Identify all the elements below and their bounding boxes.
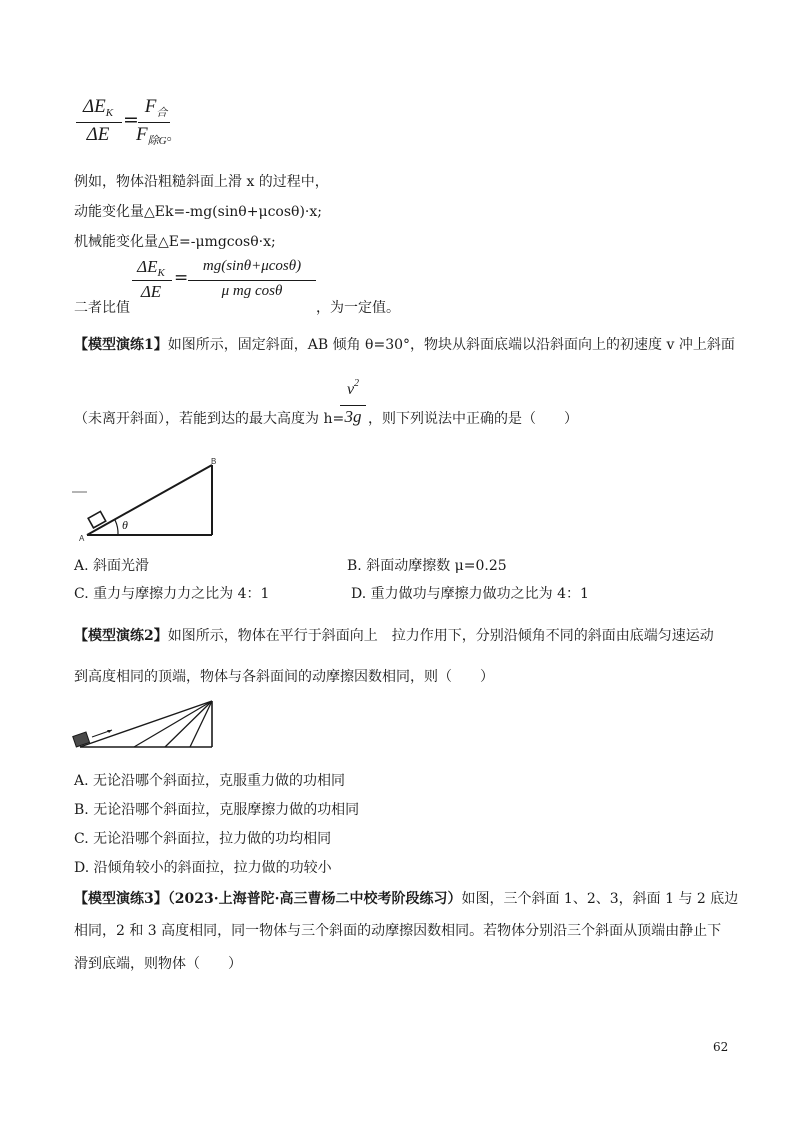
q1-fig-theta: θ xyxy=(122,518,128,532)
q1-line-2-suffix: ，则下列说法中正确的是（ ） xyxy=(368,411,578,427)
q3-tag: 【模型演练3】 xyxy=(74,891,168,907)
q2-line-2: 到高度相同的顶端，物体与各斜面间的动摩擦因数相同，则（ ） xyxy=(74,669,494,685)
formula-ratio-equals: = xyxy=(174,268,189,288)
q2-inclines-figure xyxy=(70,693,220,753)
q1-fig-label-b: B xyxy=(211,457,217,466)
formula-top-right-numerator: $F_合$ xyxy=(144,96,168,119)
q3-line-1 xyxy=(74,888,738,908)
formula-ratio-right-numerator: mg(sinθ+μcosθ) xyxy=(202,258,302,274)
q1-option-d: D. 重力做功与摩擦力做功之比为 4：1 xyxy=(351,586,589,602)
q2-option-b: B. 无论沿哪个斜面拉，克服摩擦力做的功相同 xyxy=(74,802,360,818)
formula-top-bar-left xyxy=(76,122,122,123)
formula-ratio-right-denominator: μ mg cosθ xyxy=(221,283,283,299)
q2-option-c: C. 无论沿哪个斜面拉，拉力做的功均相同 xyxy=(74,831,332,847)
q1-line-2-prefix: （未离开斜面），若能到达的最大高度为 h= xyxy=(74,411,345,427)
formula-ratio-left-denominator: ΔE xyxy=(140,282,162,301)
text-line-example: 例如，物体沿粗糙斜面上滑 x 的过程中， xyxy=(74,174,329,190)
q2-tag: 【模型演练2】 xyxy=(74,628,168,644)
formula-ratio-left-numerator: $\Delta E_K$ xyxy=(137,257,165,279)
page-number: 62 xyxy=(713,1040,729,1054)
q1-formula-denominator: 3g xyxy=(344,407,362,426)
q2-text-1: 如图所示，物体在平行于斜面向上 拉力作用下，分别沿倾角不同的斜面由底端匀速运动 xyxy=(167,628,714,644)
q1-tag: 【模型演练1】 xyxy=(74,337,168,353)
q3-line-2: 相同，2 和 3 高度相同，同一物体与三个斜面的动摩擦因数相同。若物体分别沿三个斜面从顶端由静止下 xyxy=(74,923,722,939)
q1-option-c: C. 重力与摩擦力力之比为 4：1 xyxy=(74,586,270,602)
formula-ratio xyxy=(130,257,320,307)
formula-top xyxy=(74,96,184,156)
q1-option-a: A. 斜面光滑 xyxy=(74,558,150,574)
q1-formula-h xyxy=(338,378,372,431)
q3-text-1: 如图，三个斜面 1、2、3，斜面 1 与 2 底边 xyxy=(461,891,739,907)
q1-incline-figure xyxy=(60,455,230,550)
q1-text-1: 如图所示，固定斜面，AB 倾角 θ=30°，物块从斜面底端以沿斜面向上的初速度 v 冲上斜面 xyxy=(167,337,735,353)
q2-option-a: A. 无论沿哪个斜面拉，克服重力做的功相同 xyxy=(74,773,346,789)
text-line-ratio-prefix: 二者比值 xyxy=(74,300,130,316)
text-line-kinetic-energy: 动能变化量△Ek=-mg(sinθ+μcosθ)·x; xyxy=(74,204,322,220)
formula-ratio-bar-left xyxy=(132,280,172,281)
formula-top-bar-right xyxy=(138,122,170,123)
formula-top-equals: = xyxy=(123,109,139,131)
q2-line-1 xyxy=(74,625,714,645)
formula-ratio-bar-right xyxy=(188,280,316,281)
q1-line-1 xyxy=(74,334,735,354)
q1-option-b: B. 斜面动摩擦数 μ=0.25 xyxy=(347,558,507,574)
q3-source: （2023·上海普陀·高三曹杨二中校考阶段练习） xyxy=(167,891,462,907)
text-line-mechanical-energy: 机械能变化量△E=-μmgcosθ·x; xyxy=(74,234,276,250)
formula-top-numerator: $\Delta E_K$ xyxy=(82,96,114,119)
formula-top-denominator: ΔE xyxy=(86,124,110,145)
text-line-ratio-suffix: ，为一定值。 xyxy=(316,300,400,316)
q1-formula-bar xyxy=(340,405,366,406)
formula-top-right-denominator: $F_{除G}$。 xyxy=(136,124,181,147)
q3-line-3: 滑到底端，则物体（ ） xyxy=(74,956,242,972)
q1-fig-label-a: A xyxy=(79,534,85,543)
q2-option-d: D. 沿倾角较小的斜面拉，拉力做的功较小 xyxy=(74,860,332,876)
q1-formula-numerator: $v^2$ xyxy=(346,378,360,398)
